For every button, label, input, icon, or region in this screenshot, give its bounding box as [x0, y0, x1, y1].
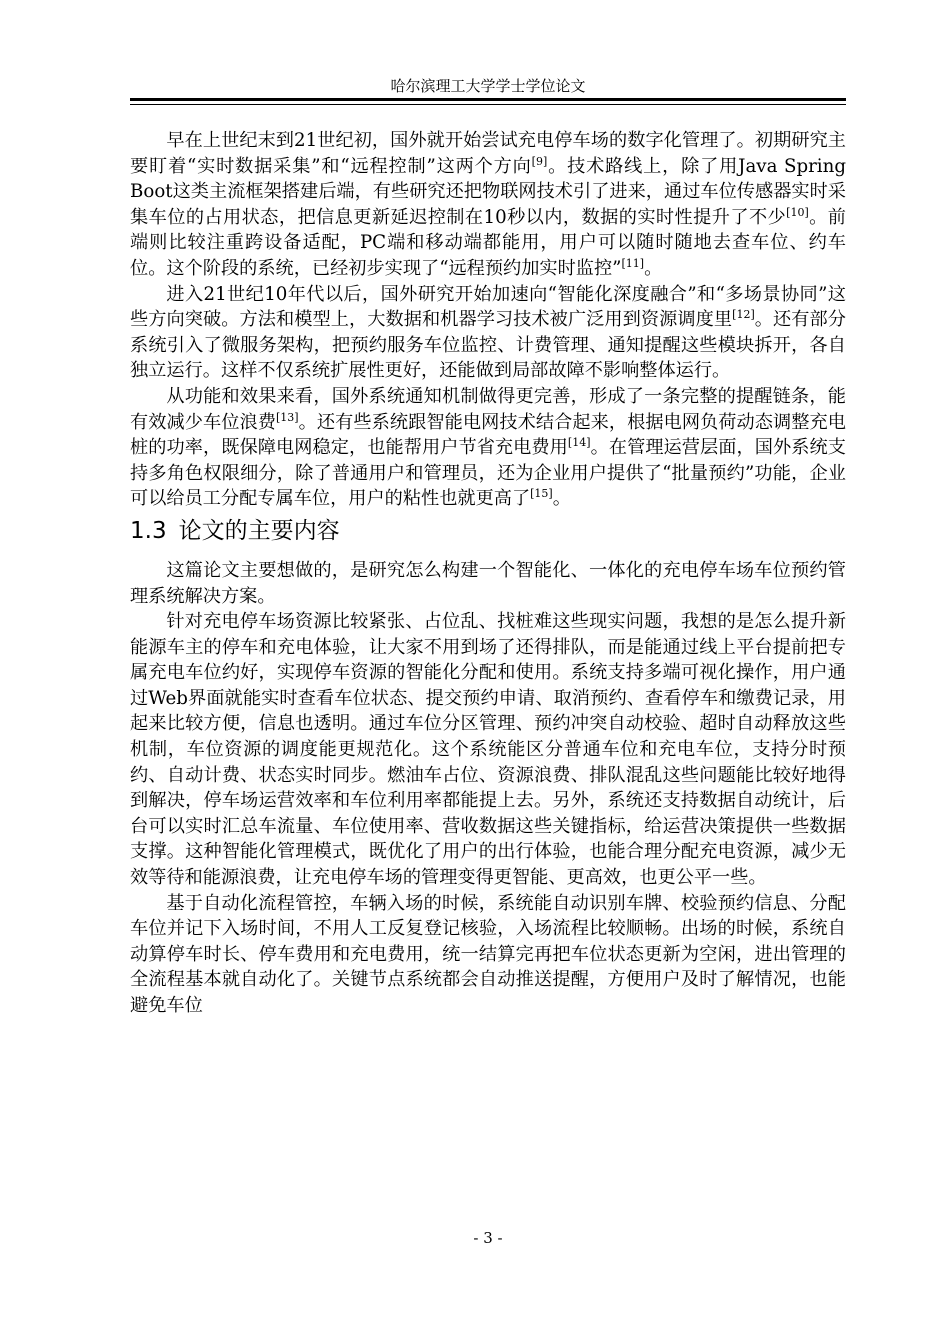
- paragraph-text: 。前端则比较注重跨设备适配，PC端和移动端都能用，用户可以随时随地去查车位、约车位。这个阶段的系统，已经初步实现了“远程预约加实时监控”: [130, 206, 846, 279]
- citation-marker: [10]: [786, 205, 809, 219]
- paragraph-text: 这篇论文主要想做的，是研究怎么构建一个智能化、一体化的充电停车场车位预约管理系统解决方案。: [130, 559, 846, 607]
- section-number: 1.3: [130, 517, 167, 544]
- section-heading: [130, 516, 846, 546]
- body-paragraph: [130, 558, 846, 609]
- header-rule-thick: [130, 98, 846, 101]
- paragraph-text: 。还有部分系统引入了微服务架构，把预约服务车位监控、计费管理、通知提醒这些模块拆开，各自独立运行。这样不仅系统扩展性更好，还能做到局部故障不影响整体运行。: [130, 309, 846, 382]
- paragraph-text: 早在上世纪末到21世纪初，国外就开始尝试充电停车场的数字化管理了。初期研究主要盯着“实时数据采集”和“远程控制”这两个方向: [130, 130, 846, 177]
- paragraph-text: 。: [644, 257, 663, 279]
- paragraph-text: 针对充电停车场资源比较紧张、占位乱、找桩难这些现实问题，我想的是怎么提升新能源车主的停车和充电体验，让大家不用到场了还得排队，而是能通过线上平台提前把专属充电车位约好，实现停车资源的智能化分配和使用。系统支持多端可视化操作，用户通过Web界面就能实时查看车位状态、提交预约申请、取消预约、查看停车和缴费记录，用起来比较方便，信息也透明。通过车位分区管理、预约冲突自动校验、超时自动释放这些机制，车位资源的调度能更规范化。这个系统能区分普通车位和充电车位，支持分时预约、自动计费、状态实时同步。燃油车占位、资源浪费、排队混乱这些问题能比较好地得到解决，停车场运营效率和车位利用率都能提上去。另外，系统还支持数据自动统计，后台可以实时汇总车流量、车位使用率、营收数据这些关键指标，给运营决策提供一些数据支撑。这种智能化管理模式，既优化了用户的出行体验，也能合理分配充电资源，减少无效等待和能源浪费，让充电停车场的管理变得更智能、更高效，也更公平一些。: [130, 611, 846, 889]
- citation-marker: [14]: [567, 436, 591, 450]
- paragraph-text: 。: [552, 488, 571, 510]
- body-paragraphs-main-content: [130, 558, 846, 1019]
- citation-marker: [9]: [531, 154, 548, 168]
- body-paragraphs-foreign-research: [130, 128, 846, 512]
- paragraph-text: 。技术路线上，除了用Java Spring Boot这类主流框架搭建后端，有些研究还把物联网技术引了进来，通过车位传感器实时采集车位的占用状态，把信息更新延迟控制在10秒以内，数据的实时性提升了不少: [130, 155, 846, 228]
- body-paragraph: [130, 282, 846, 384]
- citation-marker: [12]: [732, 308, 755, 322]
- page-number: - 3 -: [473, 1229, 503, 1247]
- paragraph-text: 基于自动化流程管控，车辆入场的时候，系统能自动识别车牌、校验预约信息、分配车位并记下入场时间，不用人工反复登记核验，入场流程比较顺畅。出场的时候，系统自动算停车时长、停车费用和充电费用，统一结算完再把车位状态更新为空闲，进出管理的全流程基本就自动化了。关键节点系统都会自动推送提醒，方便用户及时了解情况，也能避免车位: [130, 892, 846, 1016]
- section-title: 论文的主要内容: [178, 517, 340, 544]
- body-paragraph: [130, 609, 846, 891]
- page-body: [130, 128, 846, 1019]
- citation-marker: [13]: [275, 410, 299, 424]
- body-paragraph: [130, 891, 846, 1019]
- paragraph-text: 。还有些系统跟智能电网技术结合起来，根据电网负荷动态调整充电桩的功率，既保障电网稳定，也能帮用户节省充电费用: [130, 411, 846, 459]
- body-paragraph: [130, 128, 846, 282]
- citation-marker: [11]: [621, 256, 645, 270]
- paragraph-text: 。在管理运营层面，国外系统支持多角色权限细分，除了普通用户和管理员，还为企业用户提供了“批量预约”功能，企业可以给员工分配专属车位，用户的粘性也就更高了: [130, 437, 846, 510]
- citation-marker: [15]: [530, 487, 553, 501]
- page-header: 哈尔滨理工大学学士学位论文: [390, 77, 586, 95]
- paragraph-text: 进入21世纪10年代以后，国外研究开始加速向“智能化深度融合”和“多场景协同”这些方向突破。方法和模型上，大数据和机器学习技术被广泛用到资源调度里: [130, 283, 846, 331]
- header-rule-thin: [130, 104, 846, 105]
- paragraph-text: 从功能和效果来看，国外系统通知机制做得更完善，形成了一条完整的提醒链条，能有效减少车位浪费: [130, 385, 846, 433]
- body-paragraph: [130, 384, 846, 512]
